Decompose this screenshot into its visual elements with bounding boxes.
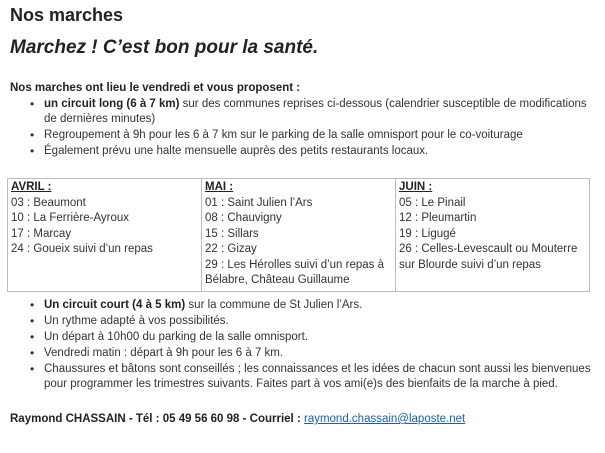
- schedule-table: [7, 178, 590, 292]
- list-item: • Un rythme adapté à vos possibilités.: [28, 314, 593, 329]
- intro-text: Nos marches ont lieu le vendredi et vous proposent :: [10, 82, 301, 94]
- schedule-entry: 05 : Le Pinail: [399, 196, 466, 209]
- month-header: MAI :: [205, 181, 234, 193]
- schedule-entry: 19 : Ligugé: [399, 227, 456, 240]
- schedule-entry: 17 : Marcay: [11, 227, 72, 240]
- email-link[interactable]: raymond.chassain@laposte.net: [303, 413, 466, 425]
- long-circuit-list: [28, 97, 593, 160]
- short-circuit-list: [28, 298, 593, 393]
- page-title: Nos marches: [10, 5, 124, 25]
- short-circuit-text: sur la commune de St Julien l’Ars.: [185, 299, 363, 311]
- month-column-june: [396, 179, 590, 292]
- schedule-entry: 01 : Saint Julien l’Ars: [205, 196, 313, 209]
- long-circuit-bold: un circuit long (6 à 7 km): [44, 98, 180, 110]
- contact-text: Raymond CHASSAIN - Tél : 05 49 56 60 98 - Courriel :: [10, 413, 304, 425]
- list-item: • Également prévu une halte mensuelle auprès des petits restaurants locaux.: [28, 144, 593, 159]
- schedule-entry: 15 : Sillars: [205, 227, 259, 240]
- long-circuit-text: sur des communes reprises ci-dessous (calendrier susceptible de modifications de dernières minutes): [44, 98, 587, 125]
- schedule-entry: 03 : Beaumont: [11, 196, 86, 209]
- contact-line: [10, 413, 465, 425]
- schedule-entry: 08 : Chauvigny: [205, 212, 282, 224]
- schedule-entry: 29 : Les Hérolles suivi d’un repas à Bélabre, Château Guillaume: [205, 258, 384, 286]
- short-circuit-bold: Un circuit court (4 à 5 km): [44, 299, 186, 311]
- list-item: • Un départ à 10h00 du parking de la salle omnisport.: [28, 330, 593, 345]
- schedule-entry: 26 : Celles-Levescault ou Mouterre sur Blourde suivi d’un repas: [399, 243, 578, 271]
- month-column-may: [202, 179, 396, 292]
- schedule-entry: 10 : La Ferrière-Ayroux: [11, 212, 130, 224]
- list-item: [28, 298, 593, 313]
- month-column-april: [8, 179, 202, 292]
- tagline: Marchez ! C’est bon pour la santé.: [10, 37, 319, 58]
- schedule-entry: 24 : Goueix suivi d’un repas: [11, 243, 153, 255]
- schedule-entry: 12 : Pleumartin: [399, 212, 477, 224]
- list-item: • Vendredi matin : départ à 9h pour les 6 à 7 km.: [28, 346, 593, 361]
- list-item: [28, 97, 593, 127]
- schedule-entry: 22 : Gizay: [205, 243, 257, 255]
- list-item: • Regroupement à 9h pour les 6 à 7 km sur le parking de la salle omnisport pour le co-voiturage: [28, 128, 593, 143]
- month-header: JUIN :: [399, 181, 433, 193]
- month-header: AVRIL :: [11, 181, 52, 193]
- list-item: • Chaussures et bâtons sont conseillés ; les connaissances et les idées de chacun sont aussi les bienvenues pour programmer les trimestres suivants. Faites part à vos ami(e)s des bienfaits de la marche à pied.: [28, 362, 593, 392]
